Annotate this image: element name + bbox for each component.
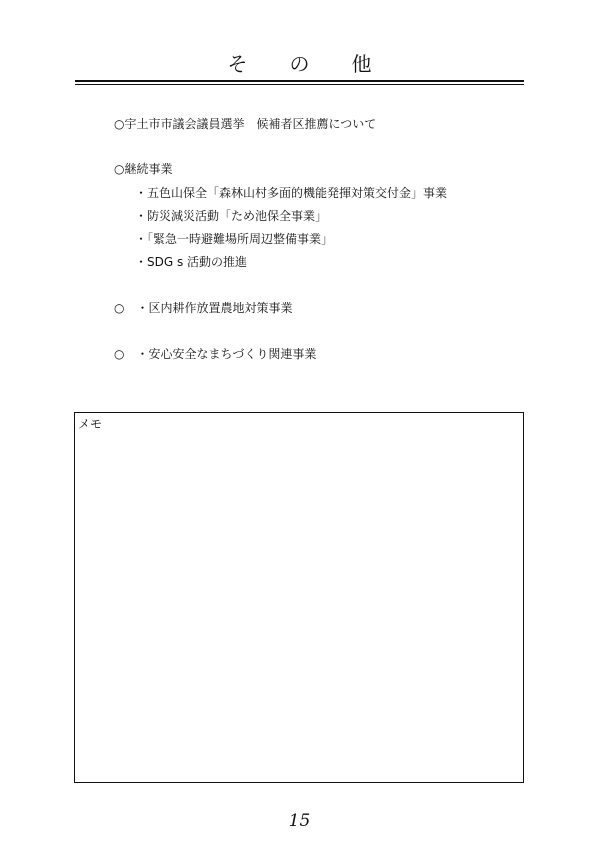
- continuing-item-pond: ・防災減災活動「ため池保全事業」: [135, 209, 328, 223]
- memo-label: メモ: [78, 417, 103, 431]
- continuing-heading: ○継続事業: [114, 162, 173, 176]
- title-rule-thin: [75, 84, 524, 85]
- memo-box: [74, 412, 524, 783]
- page-title: そ の 他: [227, 52, 383, 76]
- continuing-item-sdgs: ・SDG s 活動の推進: [135, 255, 248, 269]
- election-item: ○宇土市市議会議員選挙 候補者区推薦について: [114, 117, 377, 131]
- farmland-item: ○ ・区内耕作放置農地対策事業: [114, 301, 293, 315]
- continuing-item-evacuation: ・「緊急一時避難場所周辺整備事業」: [135, 232, 334, 246]
- page-number: 15: [288, 811, 311, 831]
- title-rule-thick: [75, 80, 524, 82]
- continuing-item-forest: ・五色山保全「森林山村多面的機能発揮対策交付金」事業: [135, 186, 448, 200]
- safety-item: ○ ・安心安全なまちづくり関連事業: [114, 347, 317, 361]
